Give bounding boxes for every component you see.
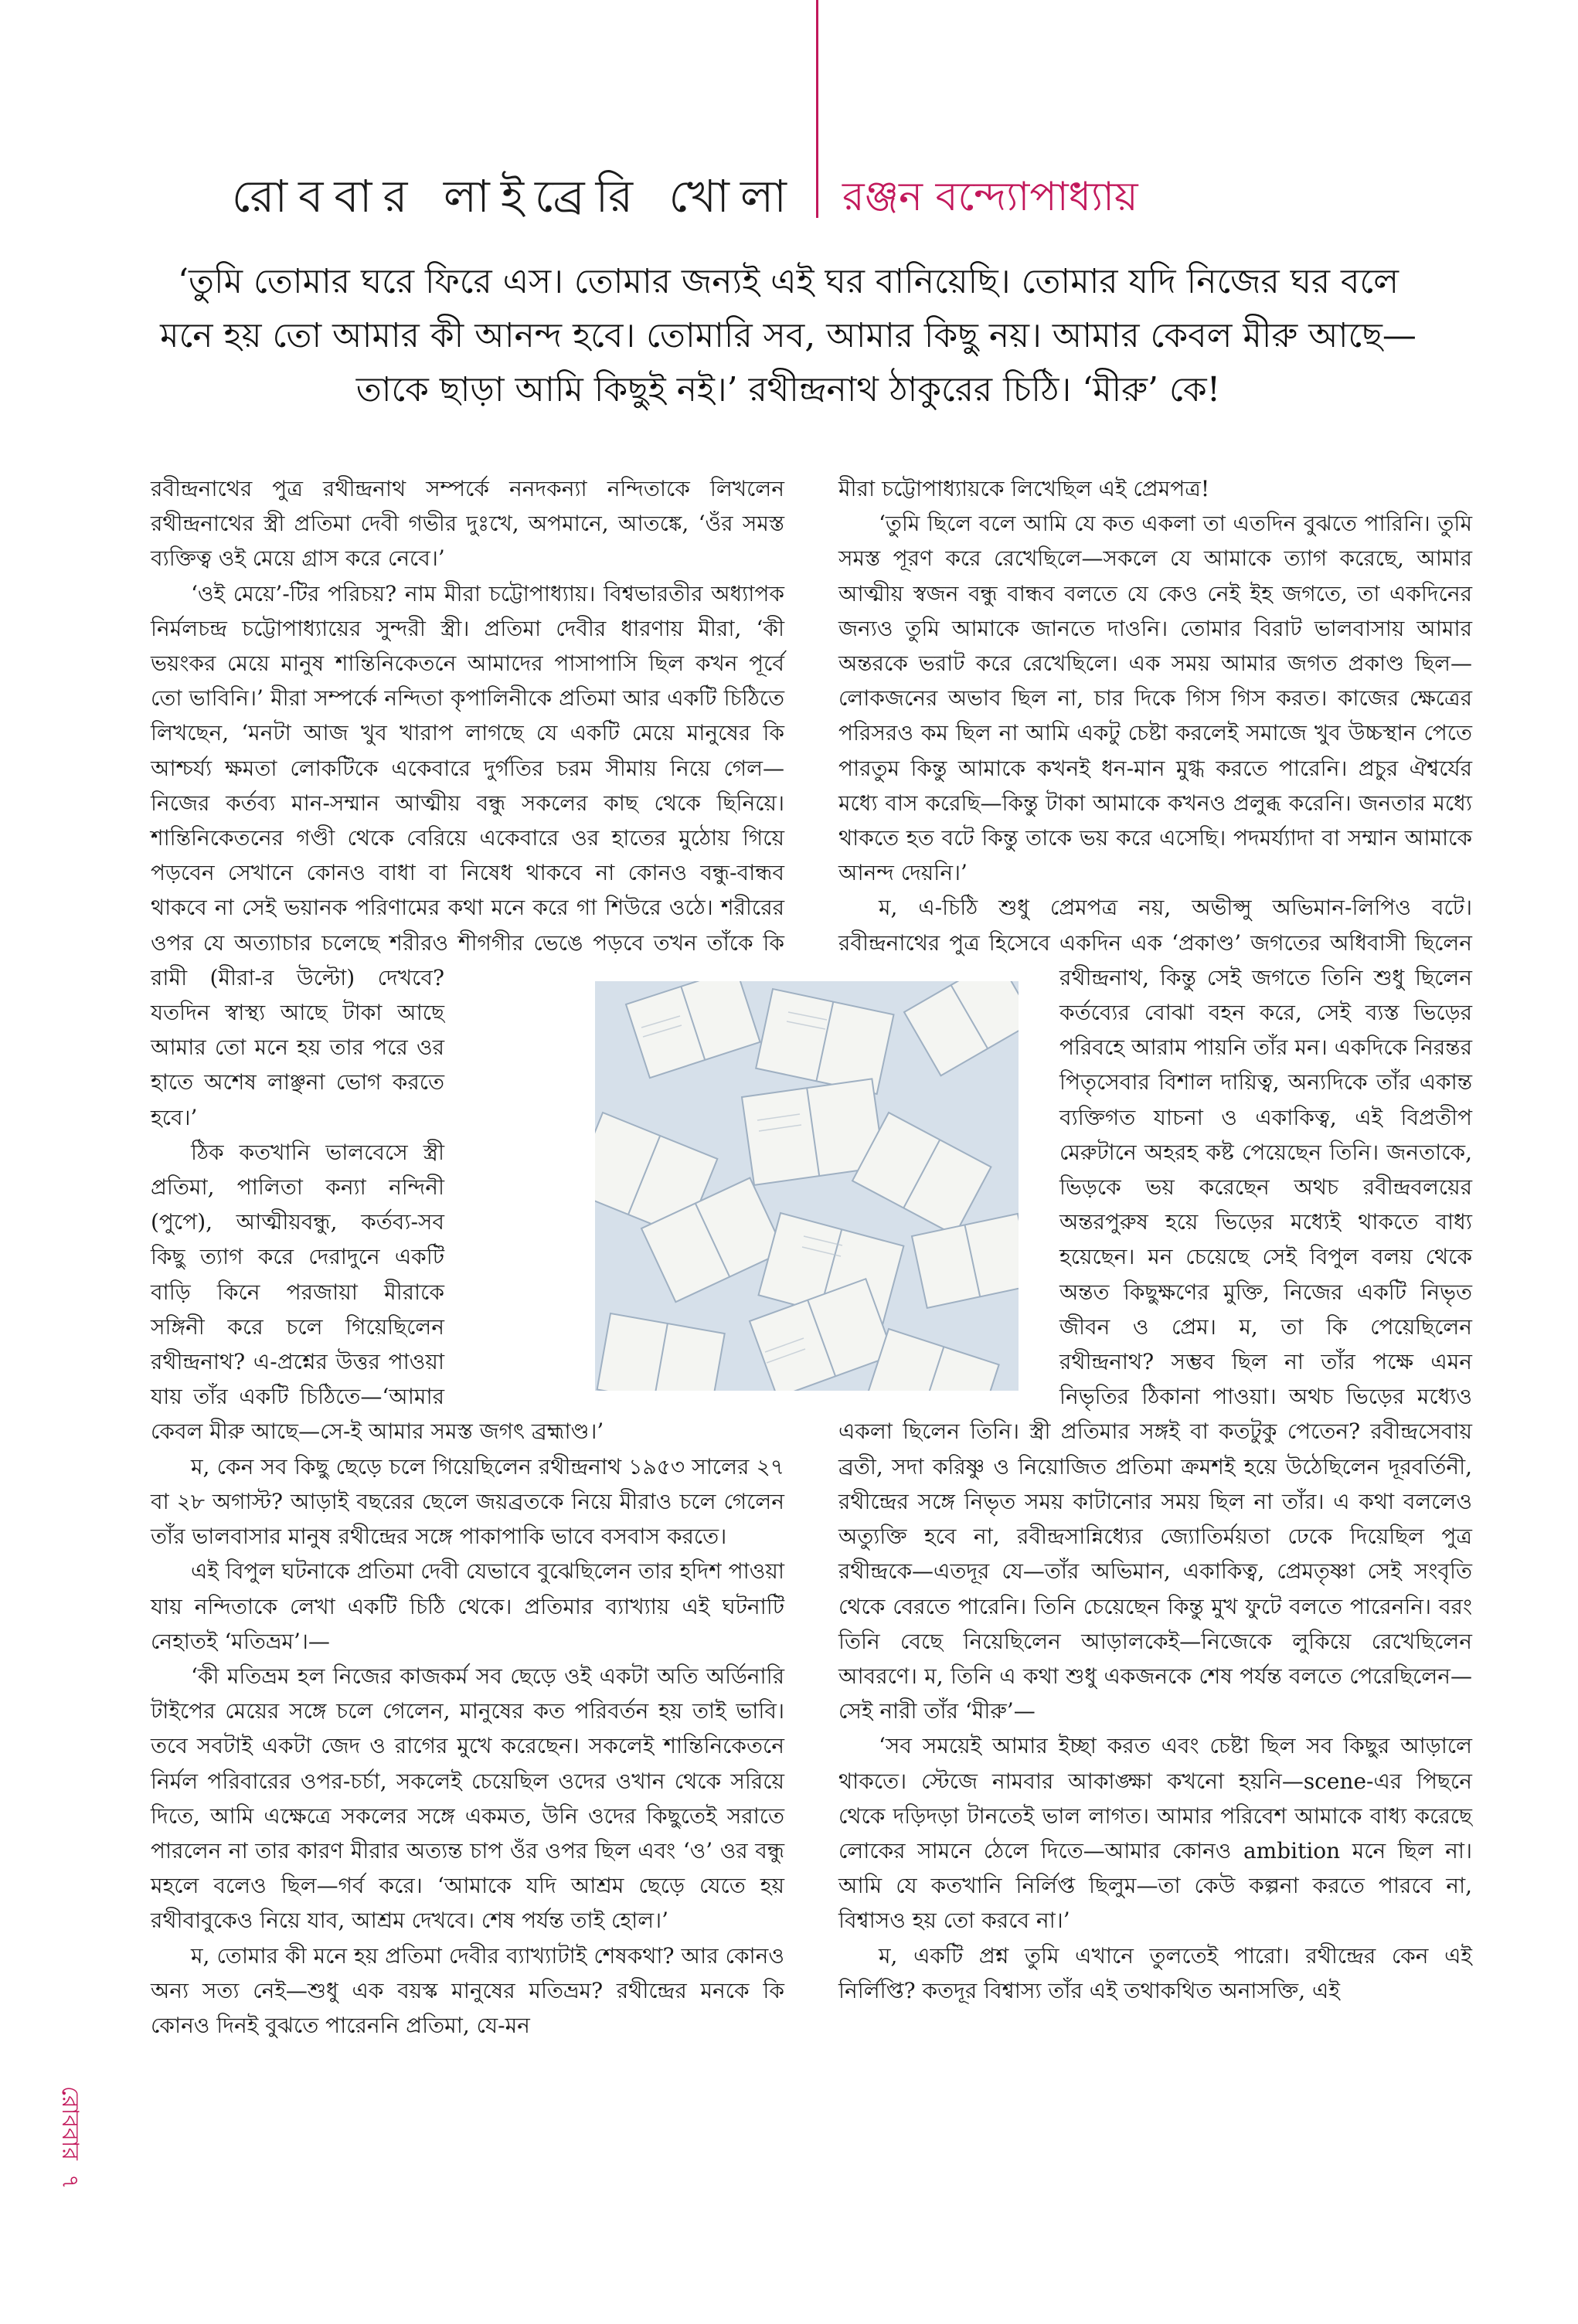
open-books-photo <box>595 981 1019 1391</box>
intro-quote: ‘তুমি তোমার ঘরে ফিরে এস। তোমার জন্যই এই ঘর বানিয়েছি। তোমার যদি নিজের ঘর বলে মনে হয় তো আমার কী আনন্দ হবে। তোমারি সব, আমার কিছু নয়। আমার কেবল মীরু আছে—তাকে ছাড়া আমি কিছুই নই।’ রথীন্দ্রনাথ ঠাকুরের চিঠি। ‘মীরু’ কে! <box>160 262 1416 409</box>
page-number: ৭ <box>56 2173 83 2190</box>
page-folio <box>43 2086 89 2256</box>
magazine-name: রোববার <box>56 2086 83 2160</box>
paragraph: ম, একটি প্রশ্ন তুমি এখানে তুলতেই পারো। রথীন্দ্রের কেন এই নির্লিপ্তি? কতদূর বিশ্বাস্য তাঁর এই তথাকথিত অনাসক্তি, এই <box>838 1942 1472 2003</box>
paragraph: ম, এ-চিঠি শুধু প্রেমপত্র নয়, অভীপ্সু অভিমান-লিপিও বটে। রবীন্দ্রনাথের পুত্র হিসেবে একদিন এক ‘প্রকাণ্ড’ জগতের অধিবাসী ছিলেন রথীন্দ্রনাথ, কিন্তু সেই জগতে তিনি শুধু ছিলেন কর্তব্যের বোঝা বহন করে, সেই ব্যস্ত ভিড়ের পরিবহে আরাম পায়নি তাঁর মন। একদিকে নিরন্তর পিতৃসেবার বিশাল দায়িত্ব, অন্যদিকে তাঁর একান্ত ব্যক্তিগত যাচনা ও একাকিত্ব, এই বিপ্রতীপ মেরুটানে অহরহ কষ্ট পেয়েছেন তিনি। জনতাকে, ভিড়কে ভয় করেছেন অথচ রবীন্দ্রবলয়ের অন্তরপুরুষ হয়ে ভিড়ের মধ্যেই থাকতে বাধ্য হয়েছেন। মন চেয়েছে সেই বিপুল বলয় থেকে অন্তত কিছুক্ষণের মুক্তি, নিজের একটি নিভৃত জীবন ও প্রেম। ম, তা কি পেয়েছিলেন রথীন্দ্রনাথ? সম্ভব ছিল না তাঁর পক্ষে এমন নিভৃতির ঠিকানা পাওয়া। অথচ ভিড়ের মধ্যেও একলা ছিলেন তিনি। স্ত্রী প্রতিমার সঙ্গই বা কতটুকু পেতেন? রবীন্দ্রসেবায় ব্রতী, সদা করিষ্ণু ও নিয়োজিত প্রতিমা ক্রমশই হয়ে উঠেছিলেন দূরবর্তিনী, রথীন্দ্রের সঙ্গে নিভৃত সময় কাটানোর সময় ছিল না তাঁর। এ কথা বললেও অত্যুক্তি হবে না, রবীন্দ্রসান্নিধ্যের জ্যোতির্ময়তা ঢেকে দিয়েছিল পুত্র রথীন্দ্রকে—এতদূর যে—তাঁর অভিমান, একাকিত্ব, প্রেমতৃষ্ণা সেই সংবৃতি থেকে বেরতে পারেনি। তিনি চেয়েছেন কিন্তু মুখ ফুটে বলতে পারেননি। বরং তিনি বেছে নিয়েছিলেন আড়ালকেই—নিজেকে লুকিয়ে রেখেছিলেন আবরণে। ম, তিনি এ কথা শুধু একজনকে শেষ পর্যন্ত বলতে পেরেছিলেন—সেই নারী তাঁর ‘মীরু’— <box>838 895 1472 1724</box>
paragraph: ঠিক কতখানি ভালবেসে স্ত্রী প্রতিমা, পালিতা কন্যা নন্দিনী (পুপে), আত্মীয়বন্ধু, কর্তব্য-সব কিছু ত্যাগ করে দেরাদুনে একটি বাড়ি কিনে পরজায়া মীরাকে সঙ্গিনী করে চলে গিয়েছিলেন রথীন্দ্রনাথ? এ-প্রশ্নের উত্তর পাওয়া যায় তাঁর একটি চিঠিতে—‘আমার কেবল মীরু আছে—সে-ই আমার সমস্ত জগৎ ব্রহ্মাণ্ড।’ <box>151 1139 604 1445</box>
section-title: রোববার লাইব্রেরি খোলা <box>231 170 798 223</box>
paragraph: ‘কী মতিভ্রম হল নিজের কাজকর্ম সব ছেড়ে ওই একটা অতি অর্ডিনারি টাইপের মেয়ের সঙ্গে চলে গেলেন, মানুষের কত পরিবর্তন হয় তাই ভাবি। তবে সবটাই একটা জেদ ও রাগের মুখে করেছেন। সকলেই শান্তিনিকেতনে নির্মল পরিবারের ওপর-চর্চা, সকলেই চেয়েছিল ওদের ওখান থেকে সরিয়ে দিতে, আমি এক্ষেত্রে সকলের সঙ্গে একমত, উনি ওদের কিছুতেই সরাতে পারলেন না তার কারণ মীরার অত্যন্ত চাপ ওঁর ওপর ছিল এবং ‘ও’ ওর বন্ধু মহলে বলেও ছিল—গর্ব করে। ‘আমাকে যদি আশ্রম ছেড়ে যেতে হয় রথীবাবুকেও নিয়ে যাব, আশ্রম দেখবে। শেষ পর্যন্ত তাই হোল।’ <box>151 1663 784 1934</box>
paragraph: মীরা চট্টোপাধ্যায়কে লিখেছিল এই প্রেমপত্র! <box>838 476 1210 501</box>
paragraph: ‘সব সময়েই আমার ইচ্ছা করত এবং চেষ্টা ছিল সব কিছুর আড়ালে থাকতে। স্টেজে নামবার আকাঙ্ক্ষা কখনো হয়নি—scene-এর পিছনে থেকে দড়িদড়া টানতেই ভাল লাগত। আমার পরিবেশ আমাকে বাধ্য করেছে লোকের সামনে ঠেলে দিতে—আমার কোনও ambition মনে ছিল না। আমি যে কতখানি নির্লিপ্ত ছিলুম—তা কেউ কল্পনা করতে পারবে না, বিশ্বাসও হয় তো করবে না।’ <box>838 1733 1472 1934</box>
books-illustration <box>595 981 1019 1391</box>
paragraph: ম, তোমার কী মনে হয় প্রতিমা দেবীর ব্যাখ্যাটাই শেষকথা? আর কোনও অন্য সত্য নেই—শুধু এক বয়স্ক মানুষের মতিভ্রম? রথীন্দ্রের মনকে কি কোনও দিনই বুঝতে পারেননি প্রতিমা, যে-মন <box>151 1942 784 2038</box>
author-name: রঞ্জন বন্দ্যোপাধ্যায় <box>842 174 1138 220</box>
paragraph: ‘ওই মেয়ে’-টির পরিচয়? নাম মীরা চট্টোপাধ্যায়। বিশ্বভারতীর অধ্যাপক নির্মলচন্দ্র চট্টোপাধ্যায়ের সুন্দরী স্ত্রী। প্রতিমা দেবীর ধারণায় মীরা, ‘কী ভয়ংকর মেয়ে মানুষ শান্তিনিকেতনে আমাদের পাসাপাসি ছিল কখন পূর্বে তো ভাবিনি।’ মীরা সম্পর্কে নন্দিতা কৃপালিনীকে প্রতিমা আর একটি চিঠিতে লিখছেন, ‘মনটা আজ খুব খারাপ লাগছে যে একটি মেয়ে মানুষের কি আশ্চর্য্য ক্ষমতা লোকটিকে একেবারে দুর্গতির চরম সীমায় নিয়ে গেল—নিজের কর্তব্য মান-সম্মান আত্মীয় বন্ধু সকলের কাছ থেকে ছিনিয়ে। শান্তিনিকেতনের গণ্ডী থেকে বেরিয়ে একেবারে ওর হাতের মুঠোয় গিয়ে পড়বেন সেখানে কোনও বাধা বা নিষেধ থাকবে না কোনও বন্ধু-বান্ধব থাকবে না সেই ভয়ানক পরিণামের কথা মনে করে গা শিউরে ওঠে। শরীরের ওপর যে অত্যাচার চলেছে শরীরও শীগগীর ভেঙে পড়বে তখন তাঁকে কি রামী (মীরা-র উল্টো) দেখবে? যতদিন স্বাস্থ্য আছে টাকা আছে আমার তো মনে হয় তার পরে ওর হাতে অশেষ লাঞ্ছনা ভোগ করতে হবে।’ <box>151 580 784 1130</box>
paragraph: ‘তুমি ছিলে বলে আমি যে কত একলা তা এতদিন বুঝতে পারিনি। তুমি সমস্ত পূরণ করে রেখেছিলে—সকলে যে আমাকে ত্যাগ করেছে, আমার আত্মীয় স্বজন বন্ধু বান্ধব বলতে যে কেও নেই ইহ জগতে, তা একদিনের জন্যও তুমি আমাকে জানতে দাওনি। তোমার বিরাট ভালবাসায় আমার অন্তরকে ভরাট করে রেখেছিলে। এক সময় আমার জগত প্রকাণ্ড ছিল—লোকজনের অভাব ছিল না, চার দিকে গিস গিস করত। কাজের ক্ষেত্রের পরিসরও কম ছিল না আমি একটু চেষ্টা করলেই সমাজে খুব উচ্চস্থান পেতে পারতুম কিন্তু আমাকে কখনই ধন-মান মুগ্ধ করতে পারেনি। প্রচুর ঐশ্বর্যের মধ্যে বাস করেছি—কিন্তু টাকা আমাকে কখনও প্রলুব্ধ করেনি। জনতার মধ্যে থাকতে হত বটে কিন্তু তাকে ভয় করে এসেছি। পদমর্য্যাদা বা সম্মান আমাকে আনন্দ দেয়নি।’ <box>838 511 1472 886</box>
paragraph: এই বিপুল ঘটনাকে প্রতিমা দেবী যেভাবে বুঝেছিলেন তার হদিশ পাওয়া যায় নন্দিতাকে লেখা একটি চিঠি থেকে। প্রতিমার ব্যাখ্যায় এই ঘটনাটি নেহাতই ‘মতিভ্রম’।— <box>151 1558 784 1654</box>
paragraph: ম, কেন সব কিছু ছেড়ে চলে গিয়েছিলেন রথীন্দ্রনাথ ১৯৫৩ সালের ২৭ বা ২৮ অগাস্ট? আড়াই বছরের ছেলে জয়ব্রতকে নিয়ে মীরাও চলে গেলেন তাঁর ভালবাসার মানুষ রথীন্দ্রের সঙ্গে পাকাপাকি ভাবে বসবাস করতে। <box>151 1453 784 1550</box>
header <box>0 155 1578 224</box>
paragraph: রবীন্দ্রনাথের পুত্র রথীন্দ্রনাথ সম্পর্কে ননদকন্যা নন্দিতাকে লিখলেন রথীন্দ্রনাথের স্ত্রী প্রতিমা দেবী গভীর দুঃখে, অপমানে, আতঙ্কে, ‘ওঁর সমস্ত ব্যক্তিত্ব ওই মেয়ে গ্রাস করে নেবে।’ <box>151 476 784 572</box>
